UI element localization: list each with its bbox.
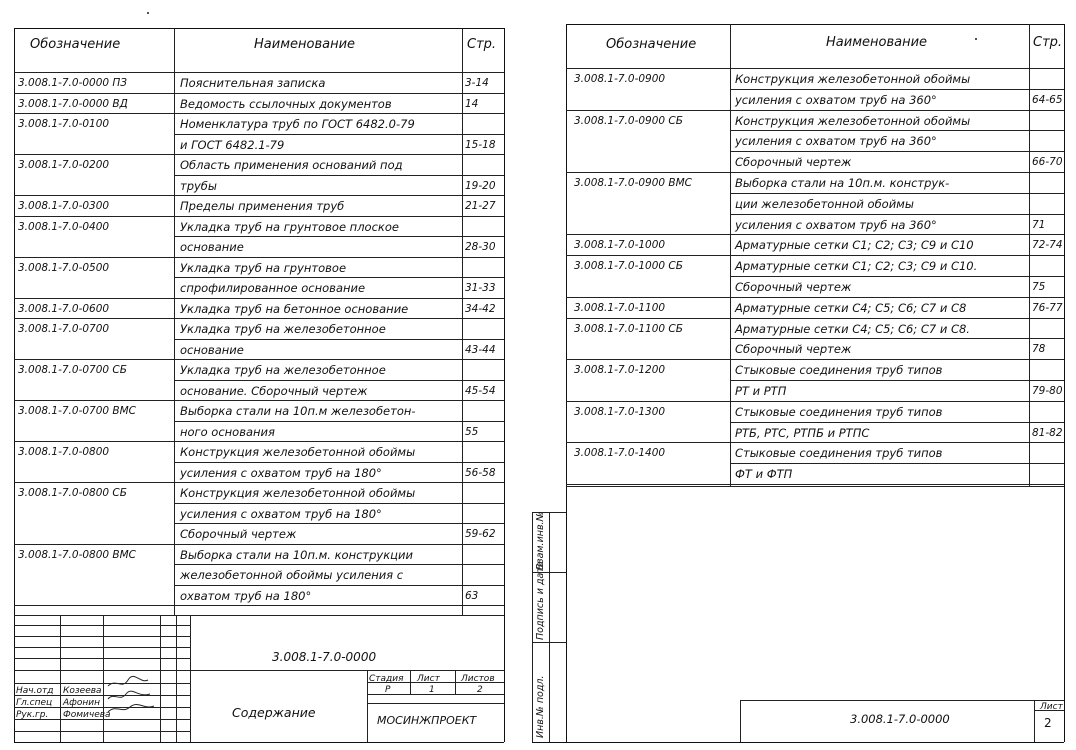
row-page: 63	[465, 589, 479, 602]
stage-value: Р	[385, 685, 391, 695]
row-divider	[14, 400, 504, 401]
row-page: 28-30	[465, 241, 496, 253]
row-divider	[566, 172, 1064, 173]
left-header-page: Стр.	[467, 37, 497, 52]
row-code: 3.008.1-7.0-1400	[574, 447, 666, 460]
stage-label: Стадия	[369, 674, 404, 684]
row-page: 78	[1032, 343, 1046, 356]
row-name: охватом труб на 180°	[180, 588, 312, 603]
left-doc-code: 3.008.1-7.0-0000	[272, 650, 377, 664]
row-divider	[566, 359, 1064, 360]
sheet-label: Лист	[417, 674, 440, 684]
row-name: основание	[180, 342, 244, 357]
row-code: 3.008.1-7.0-1300	[574, 405, 666, 418]
row-divider	[174, 462, 504, 463]
row-name: Стыковые соединения труб типов	[735, 446, 943, 461]
row-divider	[14, 359, 504, 360]
row-name: ФТ и ФТП	[735, 467, 793, 482]
row-divider	[174, 175, 504, 176]
row-name: Укладка труб на железобетонное	[180, 363, 386, 377]
row-name: Укладка труб на железобетонное	[180, 322, 386, 336]
sheet-value: 1	[429, 685, 435, 695]
row-code: 3.008.1-7.0-1000	[574, 239, 666, 252]
row-name: Выборка стали на 10п.м железобетон-	[180, 404, 416, 418]
row-name: Конструкция железобетонной обоймы	[735, 72, 971, 86]
row-divider	[730, 422, 1064, 423]
row-code: 3.008.1-7.0-1100 СБ	[574, 322, 683, 335]
row-divider	[174, 380, 504, 381]
signatures-image	[104, 672, 160, 720]
sheets-value: 2	[477, 685, 483, 695]
row-divider	[174, 134, 504, 135]
left-header-name: Наименование	[254, 37, 356, 52]
row-name: Укладка труб на грунтовое плоское	[180, 219, 399, 234]
row-divider	[566, 442, 1064, 443]
row-divider	[730, 151, 1064, 152]
row-code: 3.008.1-7.0-0900 ВМС	[574, 177, 693, 189]
row-divider	[566, 484, 1064, 485]
role-2: Гл.спец	[16, 698, 53, 708]
row-divider	[566, 255, 1064, 256]
row-divider	[174, 585, 504, 586]
row-name: ного основания	[180, 424, 275, 439]
signer-name-2: Афонин	[63, 698, 100, 708]
row-divider	[14, 544, 504, 545]
doc-title: Содержание	[232, 705, 316, 720]
row-name: основание. Сборочный чертеж	[180, 383, 368, 398]
row-code: 3.008.1-7.0-0600	[18, 302, 110, 315]
row-code: 3.008.1-7.0-0700	[18, 323, 110, 335]
row-name: Арматурные сетки С1; С2; С3; С9 и С10	[735, 238, 974, 253]
row-divider	[174, 421, 504, 422]
row-divider	[174, 564, 504, 565]
row-page: 31-33	[465, 282, 496, 294]
row-name: Сборочный чертеж	[735, 280, 852, 294]
side-label-sign: Подпись и дата	[535, 561, 546, 640]
row-name: РТБ, РТС, РТПБ и РТПС	[735, 425, 870, 440]
row-code: 3.008.1-7.0-0800 СБ	[18, 487, 127, 499]
row-page: 79-80	[1032, 385, 1063, 397]
row-name: Арматурные сетки С1; С2; С3; С9 и С10.	[735, 259, 978, 274]
row-divider	[14, 113, 504, 114]
row-name: ции железобетонной обоймы	[735, 196, 914, 211]
row-divider	[174, 523, 504, 524]
row-name: Ведомость ссылочных документов	[180, 96, 392, 111]
scan-speck	[975, 38, 977, 40]
row-code: 3.008.1-7.0-1100	[574, 301, 666, 314]
role-1: Нач.отд	[16, 686, 54, 696]
row-divider	[14, 257, 504, 258]
row-name: Арматурные сетки С4; С5; С6; С7 и С8	[735, 300, 967, 315]
row-code: 3.008.1-7.0-0400	[18, 220, 110, 233]
row-code: 3.008.1-7.0-0800 ВМС	[18, 548, 137, 561]
row-divider	[14, 154, 504, 155]
row-divider	[14, 216, 504, 217]
sheets-label: Листов	[461, 674, 495, 684]
row-divider	[730, 193, 1064, 194]
row-page: 43-44	[465, 343, 496, 356]
scan-speck	[147, 12, 149, 14]
row-divider	[730, 89, 1064, 90]
row-page: 14	[465, 97, 479, 110]
row-divider	[730, 214, 1064, 215]
row-page: 71	[1032, 218, 1046, 231]
row-page: 56-58	[465, 466, 496, 479]
row-page: 15-18	[465, 138, 496, 151]
row-name: Пояснительная записка	[180, 76, 326, 90]
row-name: спрофилированное основание	[180, 281, 366, 295]
row-divider	[174, 339, 504, 340]
row-divider	[14, 298, 504, 299]
right-header-code: Обозначение	[606, 37, 697, 52]
row-name: усиления с охватом труб на 360°	[735, 134, 937, 149]
row-page: 66-70	[1032, 156, 1063, 169]
row-divider	[730, 338, 1064, 339]
row-page: 34-42	[465, 302, 496, 315]
row-name: Конструкция железобетонной обоймы	[180, 445, 416, 459]
signer-name-1: Козеева	[63, 686, 102, 696]
row-divider	[174, 236, 504, 237]
row-divider	[566, 110, 1064, 111]
right-header-page: Стр.	[1033, 35, 1063, 50]
row-page: 76-77	[1032, 301, 1063, 314]
side-label-replace: Взам.инв.№	[535, 511, 546, 570]
row-divider	[174, 503, 504, 504]
row-name: Стыковые соединения труб типов	[735, 404, 943, 419]
row-code: 3.008.1-7.0-0700 СБ	[18, 364, 127, 376]
right-header-name: Наименование	[826, 35, 928, 50]
row-code: 3.008.1-7.0-0800	[18, 446, 110, 458]
footer-doc-code: 3.008.1-7.0-0000	[850, 712, 950, 726]
row-name: Конструкция железобетонной обоймы	[180, 486, 416, 500]
row-name: Сборочный чертеж	[735, 342, 852, 357]
row-divider	[14, 93, 504, 94]
row-name: и ГОСТ 6482.1-79	[180, 137, 285, 152]
row-name: Пределы применения труб	[180, 199, 345, 213]
footer-sheet-label: Лист	[1040, 702, 1063, 712]
row-page: 75	[1032, 281, 1046, 293]
row-page: 72-74	[1032, 239, 1063, 252]
signer-name-3: Фомичева	[63, 710, 111, 720]
row-code: 3.008.1-7.0-0300	[18, 200, 110, 212]
row-code: 3.008.1-7.0-0900 СБ	[574, 114, 683, 127]
row-name: Сборочный чертеж	[180, 527, 297, 541]
row-page: 59-62	[465, 528, 496, 540]
row-name: Конструкция железобетонной обоймы	[735, 113, 971, 128]
row-divider	[14, 482, 504, 483]
row-divider	[566, 234, 1064, 235]
row-name: основание	[180, 240, 244, 254]
row-name: РТ и РТП	[735, 384, 787, 398]
row-divider	[730, 276, 1064, 277]
row-name: железобетонной обоймы усиления с	[180, 568, 404, 582]
row-code: 3.008.1-7.0-0100	[18, 118, 110, 130]
row-name: Укладка труб на бетонное основание	[180, 301, 409, 316]
row-name: Сборочный чертеж	[735, 155, 852, 170]
row-page: 3-14	[465, 77, 489, 89]
row-name: усиления с охватом труб на 360°	[735, 217, 937, 232]
row-divider	[566, 318, 1064, 319]
row-code: 3.008.1-7.0-0700 ВМС	[18, 405, 137, 417]
row-name: усиления с охватом труб на 360°	[735, 92, 937, 107]
row-page: 81-82	[1032, 426, 1063, 439]
row-divider	[566, 297, 1064, 298]
row-name: Выборка стали на 10п.м. конструк-	[735, 176, 950, 190]
row-divider	[566, 401, 1064, 402]
row-page: 45-54	[465, 384, 496, 397]
row-page: 19-20	[465, 179, 496, 192]
row-page: 21-27	[465, 200, 496, 212]
row-name: Стыковые соединения труб типов	[735, 363, 943, 378]
row-name: трубы	[180, 178, 217, 193]
row-code: 3.008.1-7.0-0900	[574, 73, 666, 85]
row-name: усиления с охватом труб на 180°	[180, 465, 382, 480]
row-page: 55	[465, 425, 479, 438]
left-header-code: Обозначение	[30, 37, 121, 52]
row-name: Номенклатура труб по ГОСТ 6482.0-79	[180, 117, 415, 131]
row-divider	[14, 195, 504, 196]
row-name: Область применения оснований под	[180, 158, 403, 172]
row-code: 3.008.1-7.0-1000 СБ	[574, 260, 683, 273]
row-code: 3.008.1-7.0-0000 ВД	[18, 97, 128, 110]
row-divider	[14, 318, 504, 319]
row-name: Выборка стали на 10п.м. конструкции	[180, 547, 413, 562]
role-3: Рук.гр.	[16, 710, 49, 720]
row-code: 3.008.1-7.0-0200	[18, 159, 110, 171]
row-divider	[14, 605, 504, 606]
row-code: 3.008.1-7.0-1200	[574, 364, 666, 377]
row-divider	[730, 380, 1064, 381]
org-name: МОСИНЖПРОЕКТ	[377, 714, 477, 727]
row-code: 3.008.1-7.0-0000 ПЗ	[18, 77, 128, 89]
row-name: Арматурные сетки С4; С5; С6; С7 и С8.	[735, 321, 970, 336]
side-label-inv: Инв.№ подл.	[535, 675, 546, 738]
row-name: Укладка труб на грунтовое	[180, 260, 347, 275]
row-divider	[730, 130, 1064, 131]
row-divider	[730, 463, 1064, 464]
row-divider	[174, 277, 504, 278]
footer-sheet-number: 2	[1044, 716, 1052, 730]
row-name: усиления с охватом труб на 180°	[180, 506, 382, 521]
row-code: 3.008.1-7.0-0500	[18, 261, 110, 274]
row-divider	[14, 441, 504, 442]
row-page: 64-65	[1032, 93, 1063, 106]
